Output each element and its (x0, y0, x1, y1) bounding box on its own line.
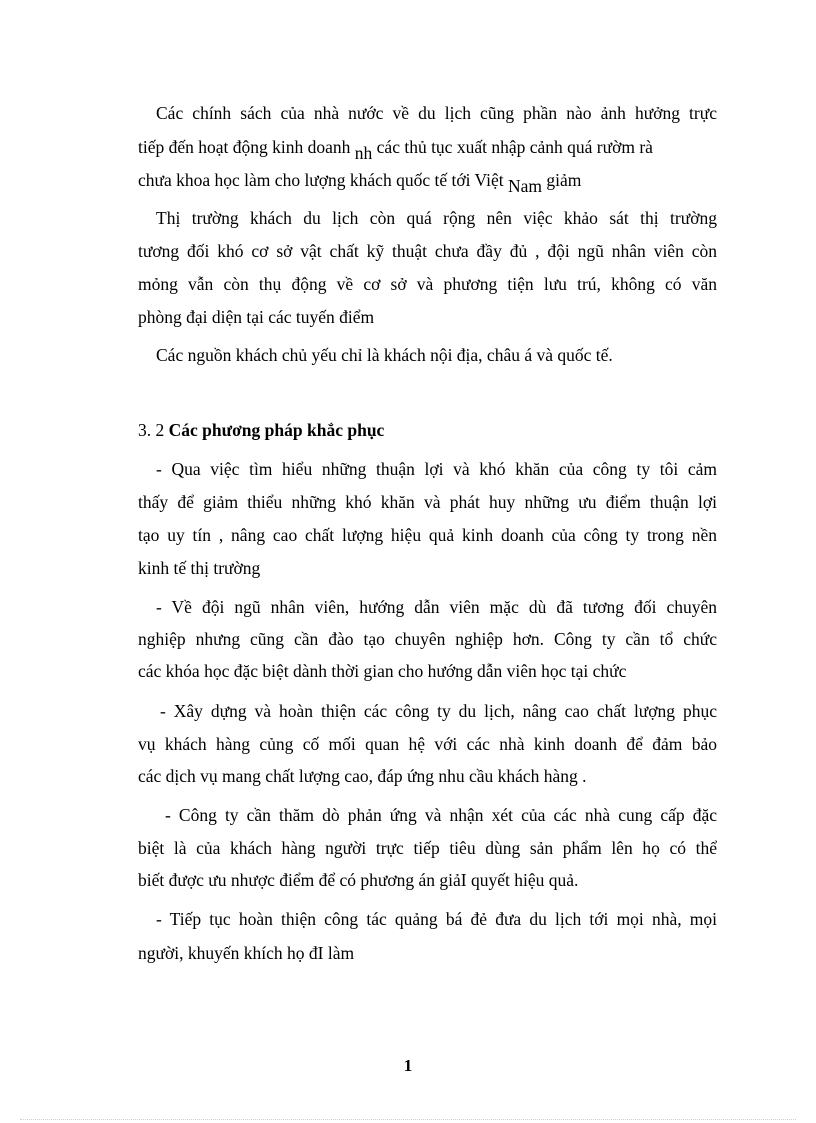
p5-line1: - Về đội ngũ nhân viên, hướng dẫn viên mặc dù đã tương đối chuyên (156, 597, 717, 617)
p3-line1: Các nguồn khách chủ yếu chỉ là khách nội địa, châu á và quốc tế. (156, 345, 613, 365)
p1-line3 (138, 170, 582, 196)
p2-line4: phòng đại diện tại các tuyến điểm (138, 307, 375, 327)
p5-line3: các khóa học đặc biệt dành thời gian cho hướng dẫn viên học tại chức (138, 661, 627, 681)
p1-line2-text-b: các thủ tục xuất nhập cảnh quá rườm rà (372, 137, 653, 157)
p4-line4: kinh tế thị trường (138, 558, 261, 578)
p1-line2 (138, 137, 653, 163)
page-number: 1 (403, 1056, 413, 1075)
p1-line3-subscript: Nam (507, 176, 542, 196)
p6-line2: vụ khách hàng củng cố mối quan hệ với các nhà kinh doanh để đảm bảo (138, 734, 717, 754)
p7-line3: biết được ưu nhược điểm để có phương án giảI quyết hiệu quả. (138, 870, 579, 890)
page-bottom-divider (20, 1119, 796, 1120)
p8-line1: - Tiếp tục hoàn thiện công tác quảng bá đẻ đưa du lịch tới mọi nhà, mọi (156, 909, 717, 929)
p2-line2: tương đối khó cơ sở vật chất kỹ thuật chưa đầy đủ , đội ngũ nhân viên còn (138, 241, 717, 261)
p1-line2-subscript: nh (354, 143, 373, 163)
p2-line1: Thị trường khách du lịch còn quá rộng nên việc khảo sát thị trường (156, 208, 717, 228)
p1-line2-text-a: tiếp đến hoạt động kinh doanh (138, 137, 355, 157)
p8-line2: người, khuyến khích họ đI làm (138, 943, 355, 963)
p6-line3: các dịch vụ mang chất lượng cao, đáp ứng nhu cầu khách hàng . (138, 766, 587, 786)
p7-line2: biệt là của khách hàng người trực tiếp tiêu dùng sản phẩm lên họ có thể (138, 838, 717, 858)
p7-line1: - Công ty cần thăm dò phản ứng và nhận xét của các nhà cung cấp đặc (165, 805, 717, 825)
section-heading (138, 422, 384, 440)
p4-line2: thấy để giảm thiểu những khó khăn và phát huy những ưu điểm thuận lợi (138, 492, 717, 512)
p6-line1: - Xây dựng và hoàn thiện các công ty du lịch, nâng cao chất lượng phục (160, 701, 717, 721)
p1-line3-text-a: chưa khoa học làm cho lượng khách quốc tế tới Việt (138, 170, 508, 190)
p1-line3-text-b: giảm (542, 170, 582, 190)
p1-line1: Các chính sách của nhà nước về du lịch cũng phần nào ảnh hưởng trực (156, 103, 717, 123)
p4-line1: - Qua việc tìm hiểu những thuận lợi và khó khăn của công ty tôi cảm (156, 459, 717, 479)
p2-line3: mỏng vẫn còn thụ động về cơ sở và phương tiện lưu trú, không có văn (138, 274, 717, 294)
p5-line2: nghiệp nhưng cũng cần đào tạo chuyên nghiệp hơn. Công ty cần tổ chức (138, 629, 717, 649)
section-title: Các phương pháp khắc phục (168, 420, 385, 440)
p4-line3: tạo uy tín , nâng cao chất lượng hiệu quả kinh doanh của công ty trong nền (138, 525, 717, 545)
section-number: 3. 2 (138, 420, 169, 440)
